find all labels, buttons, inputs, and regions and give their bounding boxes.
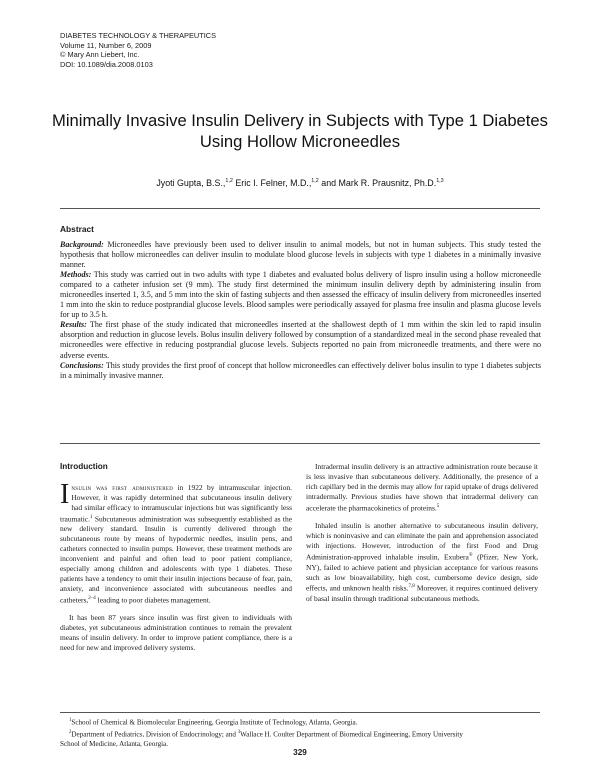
- paragraph-text: Inhaled insulin is another alternative to subcutaneous insulin delivery, which is noninvasive and can eliminate the pain and apprehension associated with injections. However, introduction of the first Food and Drug Administration-approved inhalable insulin, Exubera: [306, 521, 538, 562]
- footnote-text: Department of Pediatrics, Division of Endocrinology; and: [71, 730, 238, 739]
- intro-paragraph: [306, 462, 538, 513]
- intro-paragraph: [60, 613, 292, 653]
- footnote: [60, 716, 540, 728]
- footnote-continuation: School of Medicine, Atlanta, Georgia.: [60, 739, 169, 748]
- intro-paragraph: [60, 478, 293, 605]
- author-name: Eric I. Felner, M.D.,: [232, 178, 312, 188]
- journal-doi: DOI: 10.1089/dia.2008.0103: [60, 59, 153, 69]
- footnote-text: Wallace H. Coulter Department of Biomedical Engineering, Emory University: [240, 730, 463, 739]
- footnote-text: School of Chemical & Biomolecular Engineering, Georgia Institute of Technology, Atlanta, Georgia.: [71, 718, 358, 727]
- abstract-results: [60, 320, 541, 360]
- abstract-text: Microneedles have previously been used to deliver insulin to animal models, but not in human subjects. This study tested the hypothesis that hollow microneedles can deliver insulin to modulate blood glucose levels in subjects with type 1 diabetes in a minimally invasive manner.: [60, 240, 541, 270]
- abstract-label: Results:: [60, 320, 87, 330]
- author-name: Jyoti Gupta, B.S.,: [156, 178, 226, 188]
- paragraph-text: in 1922 by intramuscular injection. However, it was rapidly determined that subcutaneous insulin delivery had similar efficacy to intramuscular injections but was significantly less traumatic.: [60, 482, 293, 524]
- paragraph-text: Subcutaneous administration was subsequently established as the new delivery standard. Insulin is currently delivered through the subcutaneous route by means of hypodermic needles, insulin pens, and catheters connected to insulin pumps. However, these treatment methods are inconvenient and painful and often lead to poor patient compliance, especially among children and adolescents with type 1 diabetes. These patients have a tendency to omit their insulin injections because of fear, pain, anxiety, and inconvenience associated with subcutaneous needles and catheters,: [60, 514, 292, 605]
- abstract-conclusions: [60, 361, 541, 381]
- paragraph-text: leading to poor diabetes management.: [95, 595, 211, 605]
- abstract-label: Methods:: [60, 270, 92, 280]
- abstract-background: [60, 240, 541, 270]
- right-column: [306, 462, 538, 612]
- footnote-marker: 1: [69, 718, 72, 723]
- abstract-divider: [60, 443, 540, 444]
- footnote: [60, 728, 540, 740]
- journal-header: [60, 31, 216, 69]
- abstract-text: This study was carried out in two adults with type 1 diabetes and evaluated bolus delivery of lispro insulin using a hollow microneedle compared to a catheter infusion set (9 mm). The study first determined the minimum insulin delivery depth by administering insulin from microneedles inserted 1, 3.5, and 5 mm into the skin of fasting subjects and then assessed the efficacy of insulin delivery from microneedles inserted 1 mm into the skin to reduce postprandial glucose levels. Blood samples were periodically assayed for plasma free insulin and plasma glucose levels for up to 3.5 h.: [60, 270, 541, 320]
- abstract-label: Conclusions:: [60, 360, 104, 370]
- intro-paragraph: [306, 521, 538, 604]
- citation: ®: [468, 553, 473, 559]
- journal-copyright: © Mary Ann Liebert, Inc.: [60, 50, 140, 60]
- author-list: [60, 178, 540, 188]
- author-affiliation: 1,2: [311, 178, 319, 185]
- citation: 1: [89, 514, 93, 520]
- article-title: Minimally Invasive Insulin Delivery in Subjects with Type 1 Diabetes Using Hollow Microneedles: [52, 111, 548, 151]
- left-column: [60, 462, 292, 661]
- abstract-methods: [60, 270, 541, 320]
- journal-volume: Volume 11, Number 6, 2009: [60, 40, 152, 50]
- citation: 7,8: [408, 584, 415, 590]
- paragraph-text: (Pfizer, New York, NY), failed to achieve patient and physician acceptance for various reasons such as low bioavailability, high cost, cumbersome device design, side effects, and unknown health risks.: [306, 552, 538, 593]
- citation: 5: [436, 503, 440, 509]
- author-affiliation: 1,2: [225, 178, 233, 185]
- footnotes: [60, 716, 540, 749]
- paragraph-text: It has been 87 years since insulin was first given to individuals with diabetes, yet subcutaneous administration continues to remain the prevalent means of insulin delivery. In order to improve patient compliance, there is a need for new and improved delivery systems.: [60, 613, 292, 653]
- citation: 2–4: [88, 595, 96, 601]
- paragraph-text: Intradermal insulin delivery is an attractive administration route because it is less invasive than subcutaneous delivery. Additionally, the presence of a rich capillary bed in the dermis may allow for rapid uptake of drugs delivered intradermally. Previous studies have shown that intradermal delivery can accelerate the pharmacokinetics of proteins.: [306, 462, 538, 513]
- page-number: 329: [293, 748, 307, 757]
- paragraph-text: Moreover, it requires continued delivery of basal insulin through traditional subcutaneous methods.: [306, 583, 538, 603]
- footnote-divider: [60, 712, 540, 713]
- abstract-text: The first phase of the study indicated that microneedles inserted at the shallowest depth of 1 mm within the skin led to rapid insulin absorption and reduction in glucose levels. Bolus insulin delivery followed by consumption of a standardized meal in the second phase revealed that microneedles were effective in reducing postprandial glucose levels. Subjects reported no pain from microneedle treatments, and there were no adverse events.: [60, 320, 541, 360]
- header-divider: [60, 208, 540, 209]
- abstract-label: Background:: [60, 240, 104, 249]
- author-affiliation: 1,3: [436, 178, 444, 185]
- introduction-heading: Introduction: [60, 462, 108, 471]
- footnote-marker: 2: [69, 729, 72, 735]
- author-name: and Mark R. Prausnitz, Ph.D.: [318, 178, 437, 188]
- smallcaps-lead: nsulin was first administered: [71, 482, 174, 492]
- drop-cap: I: [60, 478, 70, 510]
- footnote-marker: 3: [237, 729, 241, 735]
- abstract-heading: Abstract: [60, 224, 94, 234]
- abstract-text: This study provides the first proof of concept that hollow microneedles can effectively deliver bolus insulin to type 1 diabetes subjects in a minimally invasive manner.: [60, 360, 541, 380]
- abstract-body: [60, 240, 541, 381]
- journal-name: DIABETES TECHNOLOGY & THERAPEUTICS: [60, 31, 217, 40]
